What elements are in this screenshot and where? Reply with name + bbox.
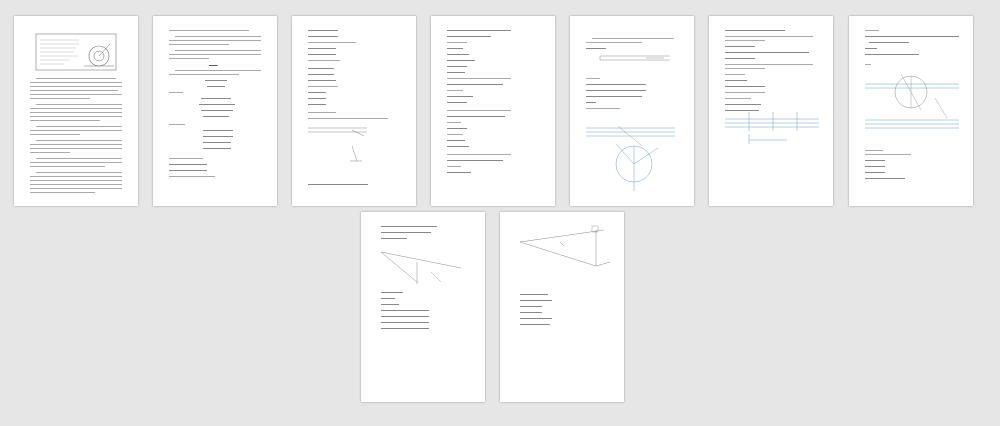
page-6-diagram bbox=[709, 16, 833, 206]
document-page-8 bbox=[361, 212, 485, 402]
document-page-9 bbox=[500, 212, 624, 402]
document-page-2 bbox=[153, 16, 277, 206]
document-page-7 bbox=[849, 16, 973, 206]
page-1-figure bbox=[14, 16, 138, 206]
document-page-6 bbox=[709, 16, 833, 206]
page-3-diagram bbox=[292, 16, 416, 206]
page-9-diagram bbox=[500, 212, 624, 402]
document-page-4 bbox=[431, 16, 555, 206]
page-8-diagram bbox=[361, 212, 485, 402]
document-page-1 bbox=[14, 16, 138, 206]
page-2-heading: ▬▬▬ bbox=[209, 64, 218, 67]
document-page-3 bbox=[292, 16, 416, 206]
document-page-5 bbox=[570, 16, 694, 206]
page-5-diagram bbox=[570, 16, 694, 206]
